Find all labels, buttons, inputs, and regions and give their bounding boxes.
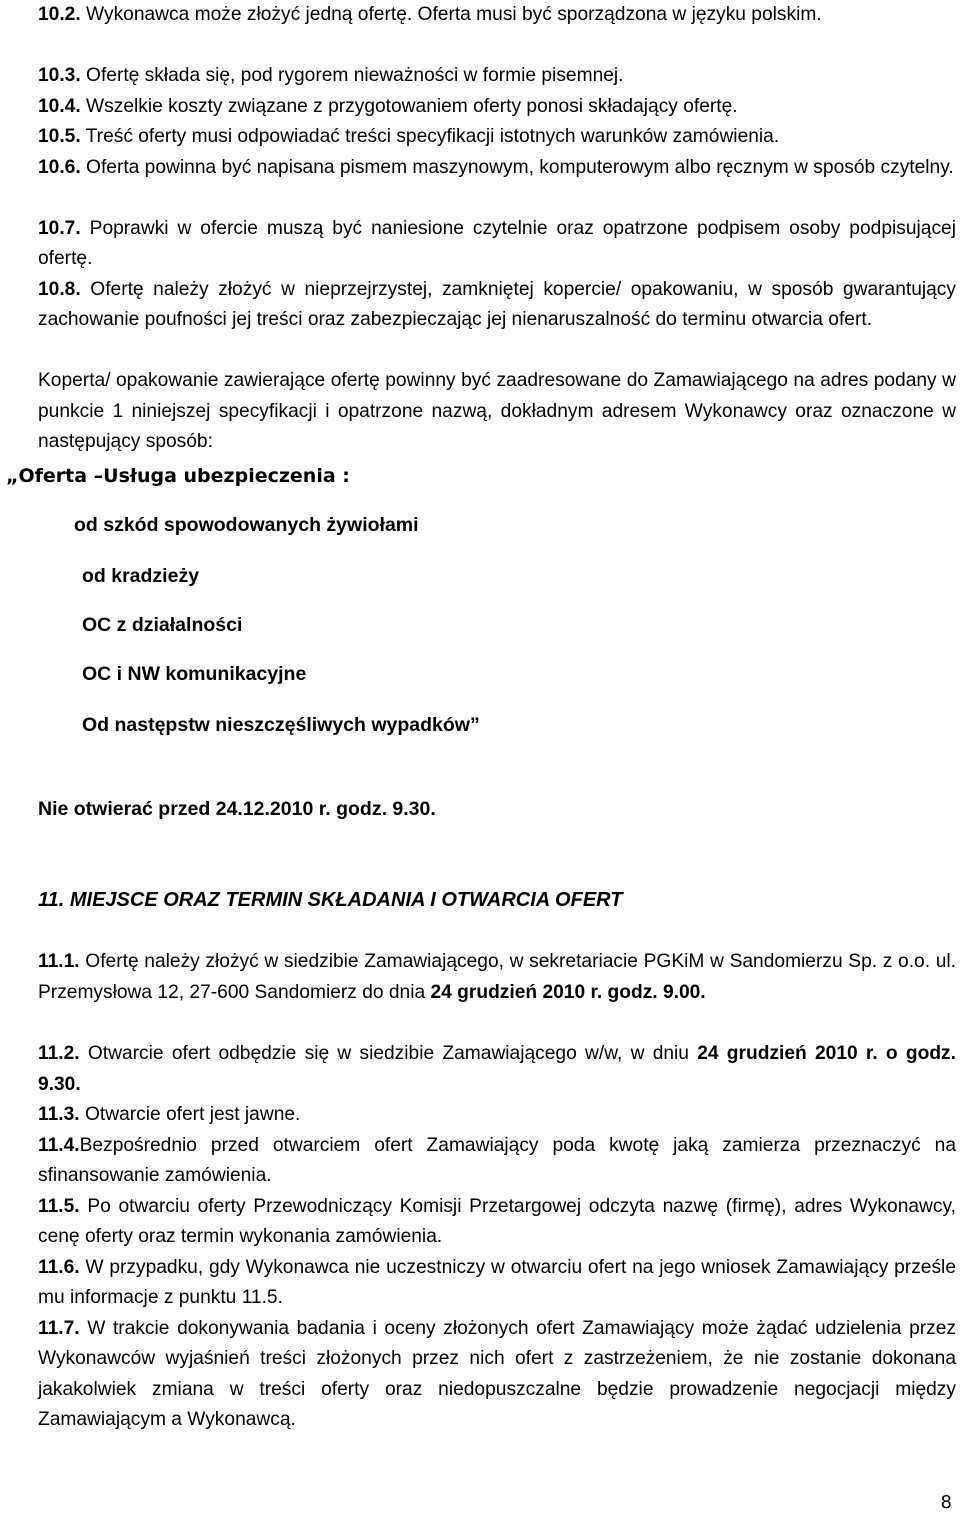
item-number: 10.8. xyxy=(38,278,81,300)
paragraph-11-5 xyxy=(38,1192,956,1253)
paragraph-10-8 xyxy=(38,275,956,336)
paragraph-11-4 xyxy=(38,1131,956,1192)
item-number: 10.2. xyxy=(38,4,81,25)
item-text: W trakcie dokonywania badania i oceny złożonych ofert Zamawiający może żądać udzielenia przez Wykonawców wyjaśnień treści złożonych przez nich ofert z zastrzeżeniem, że nie zostanie dokonana jakakolwiek zmiana w treści oferty oraz niedopuszczalne będzie prowadzenie negocjacji między Zamawiającym a Wykonawcą. xyxy=(38,1317,956,1430)
item-text: Poprawki w ofercie muszą być naniesione czytelnie oraz opatrzone podpisem osoby podpisującej ofertę. xyxy=(38,217,956,269)
item-text: Otwarcie ofert odbędzie się w siedzibie Zamawiającego w/w, w dniu xyxy=(87,1043,698,1064)
item-number: 10.6. xyxy=(38,156,81,178)
item-text: Oferta powinna być napisana pismem maszynowym, komputerowym albo ręcznym w sposób czytelny. xyxy=(86,156,954,178)
paragraph-10-4 xyxy=(38,92,956,123)
item-number: 11.7. xyxy=(38,1317,80,1339)
item-number: 11.5. xyxy=(38,1195,80,1217)
item-text: Treść oferty musi odpowiadać treści specyfikacji istotnych warunków zamówienia. xyxy=(85,126,780,147)
envelope-paragraph: Koperta/ opakowanie zawierające ofertę powinny być zaadresowane do Zamawiającego na adres podany w punkcie 1 niniejszej specyfikacji i opatrzone nazwą, dokładnym adresem Wykonawcy oraz oznaczone w następujący sposób: xyxy=(38,370,956,452)
item-number: 11.2. xyxy=(38,1043,80,1064)
deadline-date: 24 grudzień 2010 r. godz. 9.00. xyxy=(430,981,706,1003)
item-text: Otwarcie ofert jest jawne. xyxy=(84,1104,301,1125)
item-text: Ofertę należy złożyć w siedzibie Zamawiającego, w sekretariacie PGKiM w Sandomierzu Sp. z o.o. ul. Przemysłowa 12, 27-600 Sandomierz do dnia xyxy=(38,951,956,1003)
item-number: 11.3. xyxy=(38,1104,80,1125)
item-text: Ofertę składa się, pod rygorem nieważności w formie pisemnej. xyxy=(86,65,624,86)
item-number: 10.7. xyxy=(38,217,81,239)
paragraph-11-7 xyxy=(38,1314,956,1436)
envelope-item: od szkód spowodowanych żywiołami xyxy=(74,514,419,536)
envelope-label: „Oferta –Usługa ubezpieczenia : xyxy=(6,465,350,487)
item-text: Po otwarciu oferty Przewodniczący Komisji Przetargowej odczyta nazwę (firmę), adres Wykonawcy, cenę oferty oraz termin wykonania zamówienia. xyxy=(38,1195,956,1247)
opening-date: 24 grudzień 2010 r. o godz. 9.30. xyxy=(38,1043,956,1095)
paragraph-10-3 xyxy=(38,61,956,92)
paragraph-11-6 xyxy=(38,1253,956,1314)
item-number: 10.4. xyxy=(38,95,81,117)
paragraph-10-5 xyxy=(38,122,956,153)
item-number: 10.5. xyxy=(38,126,81,147)
envelope-item: OC z działalności xyxy=(82,614,243,636)
item-number: 11.4. xyxy=(38,1134,80,1156)
item-number: 11.1. xyxy=(38,951,80,972)
envelope-item: od kradzieży xyxy=(82,565,200,587)
item-text: Wykonawca może złożyć jedną ofertę. Oferta musi być sporządzona w języku polskim. xyxy=(86,4,822,25)
item-text: Bezpośrednio przed otwarciem ofert Zamawiający poda kwotę jaką zamierza przeznaczyć na sfinansowanie zamówienia. xyxy=(38,1134,956,1186)
paragraph-10-7 xyxy=(38,214,956,275)
item-text: W przypadku, gdy Wykonawca nie uczestniczy w otwarciu ofert na jego wniosek Zamawiający prześle mu informacje z punktu 11.5. xyxy=(38,1256,956,1308)
paragraph-11-3 xyxy=(38,1100,956,1131)
paragraph-11-1 xyxy=(38,947,956,1008)
item-text: Wszelkie koszty związane z przygotowaniem oferty ponosi składający ofertę. xyxy=(86,95,738,117)
envelope-item: Od następstw nieszczęśliwych wypadków” xyxy=(82,714,480,736)
item-text: Ofertę należy złożyć w nieprzejrzystej, zamkniętej kopercie/ opakowaniu, w sposób gwarantujący zachowanie poufności jej treści oraz zabezpieczając jej nienaruszalność do terminu otwarcia ofert. xyxy=(38,278,956,330)
paragraph-10-2 xyxy=(38,0,956,31)
envelope-item: OC i NW komunikacyjne xyxy=(82,663,307,685)
item-number: 10.3. xyxy=(38,65,81,86)
item-number: 11.6. xyxy=(38,1256,80,1278)
paragraph-11-2 xyxy=(38,1039,956,1100)
paragraph-10-6 xyxy=(38,153,956,184)
page-number: 8 xyxy=(940,1492,952,1513)
section-11-heading: 11. MIEJSCE ORAZ TERMIN SKŁADANIA I OTWARCIA OFERT xyxy=(38,889,623,911)
do-not-open-notice: Nie otwierać przed 24.12.2010 r. godz. 9.30. xyxy=(38,798,436,820)
